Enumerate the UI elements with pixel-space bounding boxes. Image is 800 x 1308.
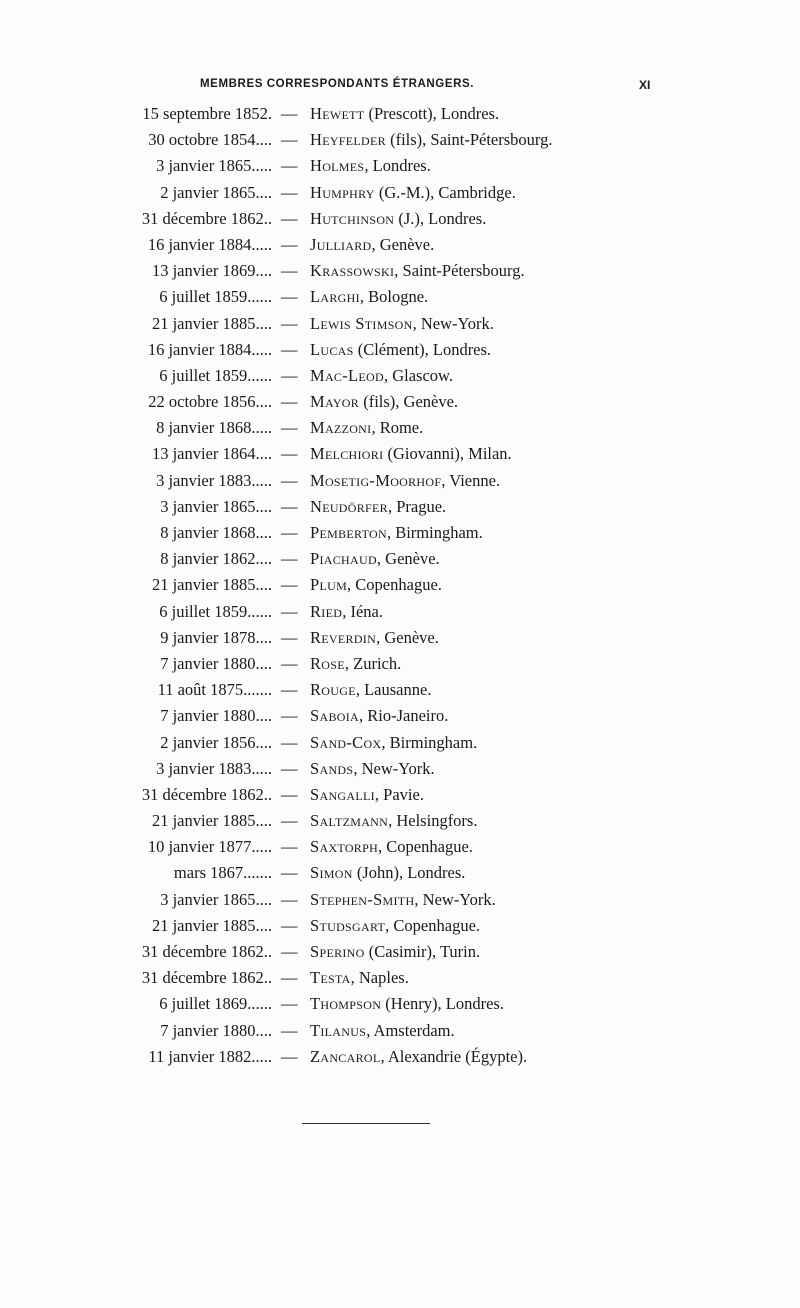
member-details: , Birmingham. — [386, 523, 483, 542]
member-entry — [0, 284, 800, 310]
election-date: 21 janvier 1885.... — [151, 313, 272, 333]
election-date: 8 janvier 1868.... — [160, 523, 272, 542]
member-surname: Rose — [310, 653, 345, 673]
member-details: , New-York. — [412, 313, 494, 333]
election-date: 3 janvier 1865..... — [156, 156, 272, 176]
separator-dash: — — [281, 653, 298, 673]
member-entry — [0, 651, 800, 677]
member-entry — [0, 101, 800, 127]
separator-dash: — — [281, 523, 298, 542]
member-entry — [0, 756, 800, 782]
separator-dash: — — [281, 706, 298, 726]
election-date: 6 juillet 1859...... — [159, 601, 272, 621]
election-date: 31 décembre 1862.. — [141, 784, 272, 804]
member-name — [310, 363, 453, 389]
separator-dash: — — [281, 601, 298, 621]
member-name — [310, 127, 552, 153]
member-entry — [0, 965, 800, 991]
member-surname: Mosetig-Moorhof — [310, 470, 442, 490]
separator-dash: — — [281, 418, 298, 438]
election-date: 31 décembre 1862.. — [141, 968, 272, 988]
member-entry — [0, 494, 800, 520]
member-name — [310, 389, 458, 415]
election-date: 31 décembre 1862.. — [141, 208, 272, 228]
member-details: (fils), Saint-Pétersbourg. — [385, 130, 553, 150]
member-surname: Saxtorph — [310, 837, 379, 857]
member-entry — [0, 311, 800, 337]
separator-dash: — — [281, 758, 298, 778]
member-surname: Sangalli — [310, 784, 375, 804]
member-details: , Genève. — [371, 234, 435, 254]
member-surname: Heyfelder — [310, 130, 386, 150]
member-name — [310, 782, 424, 808]
member-entry — [0, 834, 800, 860]
election-date: 6 juillet 1859...... — [159, 287, 272, 307]
end-rule — [302, 1123, 430, 1124]
separator-dash: — — [281, 811, 298, 831]
member-entry — [0, 1018, 800, 1044]
member-surname: Lewis Stimson — [310, 313, 413, 333]
member-entry — [0, 703, 800, 729]
member-name — [310, 860, 465, 886]
member-surname: Stephen-Smith — [310, 889, 415, 909]
election-date: 7 janvier 1880.... — [160, 1020, 272, 1040]
member-entry — [0, 913, 800, 939]
member-name — [310, 572, 442, 598]
election-date: 22 octobre 1856.... — [148, 392, 272, 412]
member-surname: Sand-Cox — [310, 732, 382, 752]
election-date: 30 octobre 1854.... — [148, 130, 272, 150]
member-details: , Bologne. — [359, 287, 429, 307]
member-name — [310, 153, 431, 179]
member-entry — [0, 677, 800, 703]
separator-dash: — — [281, 104, 298, 123]
member-entry — [0, 546, 800, 572]
member-surname: Mazzoni — [310, 418, 372, 438]
member-details: , Zurich. — [344, 653, 402, 673]
member-name — [310, 834, 473, 860]
member-surname: Hutchinson — [310, 208, 395, 228]
member-entry — [0, 258, 800, 284]
member-name — [310, 337, 491, 363]
separator-dash: — — [281, 1020, 298, 1040]
member-name — [310, 808, 477, 834]
member-surname: Melchiori — [310, 444, 384, 464]
member-entry — [0, 337, 800, 363]
election-date: 31 décembre 1862.. — [141, 942, 272, 961]
member-name — [310, 258, 525, 284]
separator-dash: — — [281, 784, 298, 804]
member-name — [310, 180, 516, 206]
election-date: mars 1867....... — [173, 863, 272, 883]
member-surname: Holmes — [310, 156, 365, 176]
member-details: , Lausanne. — [355, 680, 432, 700]
member-details: , Prague. — [387, 496, 447, 516]
member-entry — [0, 520, 800, 546]
member-name — [310, 913, 480, 939]
member-name — [310, 625, 439, 651]
separator-dash: — — [281, 732, 298, 752]
member-surname: Krassowski — [310, 261, 395, 281]
member-entry — [0, 441, 800, 467]
member-name — [310, 284, 428, 310]
member-surname: Mac-Leod — [310, 365, 384, 385]
separator-dash: — — [281, 627, 298, 647]
separator-dash: — — [281, 889, 298, 909]
election-date: 21 janvier 1885.... — [151, 575, 272, 595]
member-details: (fils), Genève. — [359, 392, 459, 412]
election-date: 7 janvier 1880.... — [160, 706, 272, 726]
member-details: , Alexandrie (Égypte). — [380, 1046, 528, 1066]
member-details: , Rio-Janeiro. — [358, 706, 449, 726]
member-entry — [0, 389, 800, 415]
member-surname: Julliard — [310, 234, 372, 254]
member-name — [310, 677, 431, 703]
member-surname: Plum — [310, 575, 348, 595]
election-date: 3 janvier 1865.... — [160, 496, 272, 516]
member-surname: Saltzmann — [310, 811, 389, 831]
member-entry — [0, 782, 800, 808]
member-name — [310, 206, 486, 232]
member-entry — [0, 625, 800, 651]
member-entry — [0, 153, 800, 179]
separator-dash: — — [281, 680, 298, 700]
member-details: (Giovanni), Milan. — [383, 444, 512, 464]
member-details: , Naples. — [350, 968, 409, 988]
member-details: , Londres. — [364, 156, 431, 176]
election-date: 2 janvier 1865.... — [160, 182, 272, 202]
member-details: , Saint-Pétersbourg. — [394, 261, 525, 281]
member-entry — [0, 572, 800, 598]
member-surname: Neudörfer — [310, 496, 388, 516]
member-details: (Clément), Londres. — [353, 339, 492, 359]
member-name — [310, 703, 448, 729]
separator-dash: — — [281, 156, 298, 176]
member-entry — [0, 127, 800, 153]
election-date: 15 septembre 1852. — [142, 104, 272, 123]
election-date: 11 août 1875....... — [157, 680, 272, 700]
member-name — [310, 887, 496, 913]
member-details: (G.-M.), Cambridge. — [374, 182, 516, 202]
member-name — [310, 991, 504, 1017]
election-date: 6 juillet 1859...... — [159, 365, 272, 385]
member-name — [310, 939, 480, 965]
member-entry — [0, 232, 800, 258]
election-date: 3 janvier 1883..... — [156, 470, 272, 490]
member-surname: Thompson — [310, 994, 382, 1014]
member-surname: Pemberton — [310, 523, 387, 542]
separator-dash: — — [281, 182, 298, 202]
member-details: (John), Londres. — [352, 863, 466, 883]
member-details: (Prescott), Londres. — [364, 104, 500, 123]
running-header — [0, 78, 800, 100]
member-name — [310, 101, 499, 127]
member-surname: Lucas — [310, 339, 354, 359]
election-date: 8 janvier 1868..... — [156, 418, 272, 438]
election-date: 2 janvier 1856.... — [160, 732, 272, 752]
member-details: , Iéna. — [342, 601, 383, 621]
member-details: , Vienne. — [441, 470, 501, 490]
separator-dash: — — [281, 470, 298, 490]
election-date: 21 janvier 1885.... — [151, 811, 272, 831]
member-name — [310, 965, 409, 991]
member-entry — [0, 468, 800, 494]
member-details: , Genève. — [376, 549, 440, 569]
member-entry — [0, 808, 800, 834]
member-surname: Studsgart — [310, 915, 386, 935]
member-surname: Rouge — [310, 680, 356, 700]
page-number: XI — [639, 78, 651, 92]
separator-dash: — — [281, 915, 298, 935]
member-details: , Genève. — [376, 627, 439, 647]
election-date: 13 janvier 1869.... — [151, 261, 272, 281]
member-name — [310, 468, 500, 494]
election-date: 16 janvier 1884..... — [147, 234, 272, 254]
separator-dash: — — [281, 994, 298, 1014]
election-date: 16 janvier 1884..... — [147, 339, 272, 359]
member-surname: Larghi — [310, 287, 360, 307]
separator-dash: — — [281, 444, 298, 464]
election-date: 7 janvier 1880.... — [160, 653, 272, 673]
member-surname: Sands — [310, 758, 354, 778]
member-list — [0, 101, 800, 1070]
member-surname: Tilanus — [310, 1020, 367, 1040]
member-entry — [0, 991, 800, 1017]
member-details: (Casimir), Turin. — [364, 942, 481, 961]
member-details: , Copenhague. — [347, 575, 442, 595]
separator-dash: — — [281, 365, 298, 385]
member-entry — [0, 180, 800, 206]
member-name — [310, 1018, 455, 1044]
member-details: , Rome. — [371, 418, 424, 438]
member-details: , New-York. — [353, 758, 435, 778]
member-entry — [0, 860, 800, 886]
member-name — [310, 441, 512, 467]
separator-dash: — — [281, 208, 298, 228]
member-surname: Saboia — [310, 706, 359, 726]
page-title: MEMBRES CORRESPONDANTS ÉTRANGERS. — [200, 78, 475, 90]
election-date: 11 janvier 1882..... — [148, 1046, 272, 1066]
election-date: 9 janvier 1878.... — [160, 627, 272, 647]
member-details: , Birmingham. — [381, 732, 478, 752]
member-name — [310, 311, 494, 337]
member-entry — [0, 599, 800, 625]
separator-dash: — — [281, 942, 298, 961]
member-surname: Simon — [310, 863, 353, 883]
member-details: , Amsterdam. — [366, 1020, 455, 1040]
separator-dash: — — [281, 234, 298, 254]
member-surname: Piachaud — [310, 549, 377, 569]
member-name — [310, 1044, 527, 1070]
election-date: 8 janvier 1862.... — [160, 549, 272, 569]
member-entry — [0, 939, 800, 965]
member-surname: Humphry — [310, 182, 375, 202]
separator-dash: — — [281, 1046, 298, 1066]
member-details: (J.), Londres. — [394, 208, 487, 228]
member-name — [310, 232, 434, 258]
member-name — [310, 756, 435, 782]
member-entry — [0, 730, 800, 756]
separator-dash: — — [281, 339, 298, 359]
election-date: 3 janvier 1883..... — [156, 758, 272, 778]
member-name — [310, 651, 401, 677]
member-entry — [0, 206, 800, 232]
member-entry — [0, 1044, 800, 1070]
member-surname: Hewett — [310, 104, 365, 123]
separator-dash: — — [281, 837, 298, 857]
member-entry — [0, 415, 800, 441]
member-surname: Reverdin — [310, 627, 377, 647]
separator-dash: — — [281, 549, 298, 569]
election-date: 10 janvier 1877..... — [147, 837, 272, 857]
member-entry — [0, 363, 800, 389]
member-name — [310, 730, 477, 756]
separator-dash: — — [281, 313, 298, 333]
member-name — [310, 599, 383, 625]
member-surname: Sperino — [310, 942, 365, 961]
separator-dash: — — [281, 261, 298, 281]
member-details: , Pavie. — [374, 784, 424, 804]
member-details: , Glascow. — [383, 365, 454, 385]
election-date: 3 janvier 1865.... — [160, 889, 272, 909]
member-details: , Copenhague. — [385, 915, 481, 935]
member-surname: Zancarol — [310, 1046, 381, 1066]
separator-dash: — — [281, 287, 298, 307]
separator-dash: — — [281, 575, 298, 595]
election-date: 6 juillet 1869...... — [159, 994, 272, 1014]
member-name — [310, 415, 423, 441]
member-name — [310, 520, 483, 546]
member-entry — [0, 887, 800, 913]
election-date: 21 janvier 1885.... — [151, 915, 272, 935]
member-surname: Mayor — [310, 392, 360, 412]
separator-dash: — — [281, 968, 298, 988]
separator-dash: — — [281, 863, 298, 883]
separator-dash: — — [281, 392, 298, 412]
member-name — [310, 546, 440, 572]
member-details: , Copenhague. — [378, 837, 473, 857]
separator-dash: — — [281, 130, 298, 150]
election-date: 13 janvier 1864.... — [151, 444, 272, 464]
member-details: (Henry), Londres. — [381, 994, 504, 1014]
separator-dash: — — [281, 496, 298, 516]
member-name — [310, 494, 446, 520]
member-surname: Ried — [310, 601, 343, 621]
member-details: , New-York. — [414, 889, 496, 909]
member-surname: Testa — [310, 968, 351, 988]
member-details: , Helsingfors. — [388, 811, 478, 831]
